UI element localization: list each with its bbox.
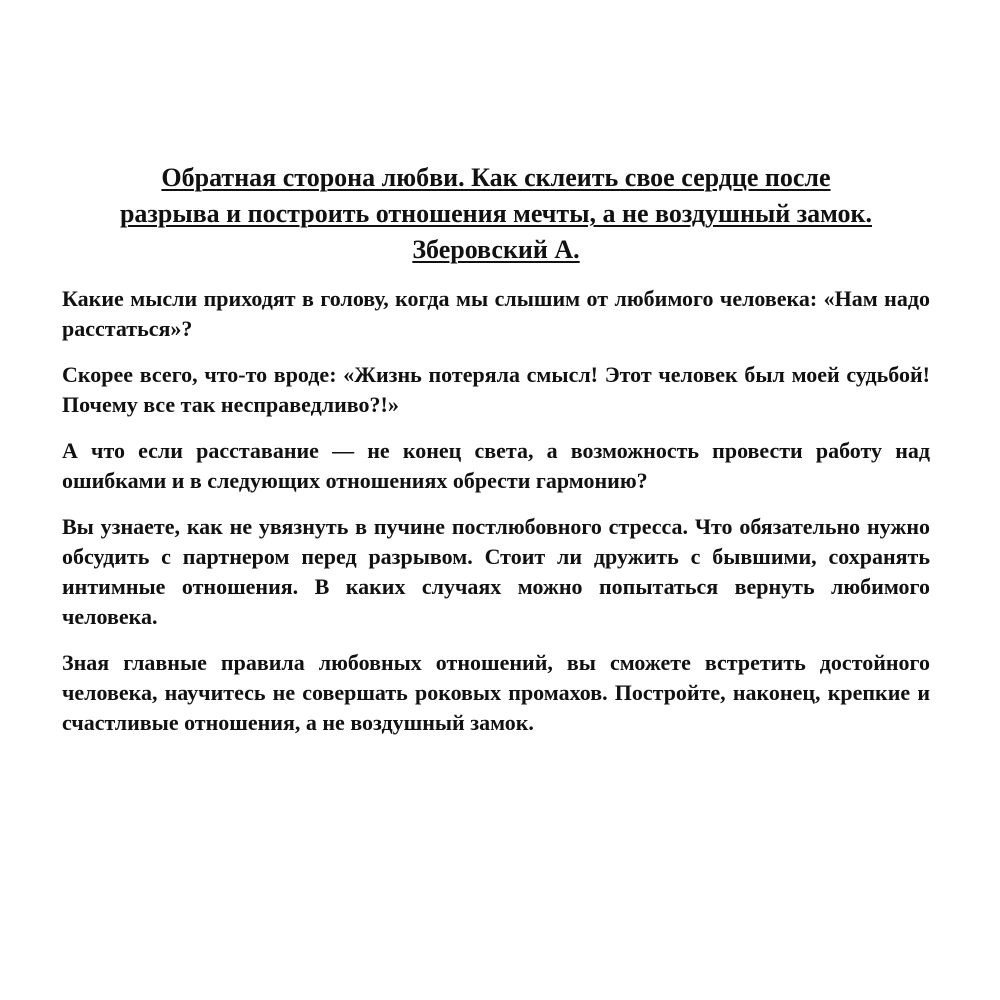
paragraph-4: Вы узнаете, как не увязнуть в пучине постлюбовного стресса. Что обязательно нужно обсудить с партнером перед разрывом. Стоит ли дружить с бывшими, сохранять интимные отношения. В каких случаях можно попытаться вернуть любимого человека. — [62, 514, 930, 629]
paragraph-3: А что если расставание — не конец света, а возможность провести работу над ошибками и в следующих отношениях обрести гармонию? — [62, 438, 930, 493]
title-author: Зберовский А. — [412, 235, 580, 264]
paragraph-5: Зная главные правила любовных отношений, вы сможете встретить достойного человека, научитесь не совершать роковых промахов. Постройте, наконец, крепкие и счастливые отношения, а не воздушный замок. — [62, 650, 930, 735]
title-line-2: разрыва и построить отношения мечты, а не воздушный замок. — [119, 199, 873, 228]
title-line-1: Обратная сторона любви. Как склеить свое сердце после — [161, 163, 831, 192]
paragraph-2: Скорее всего, что-то вроде: «Жизнь потеряла смысл! Этот человек был моей судьбой! Почему все так несправедливо?!» — [62, 362, 930, 417]
document-page — [62, 160, 930, 754]
paragraph-1: Какие мысли приходят в голову, когда мы слышим от любимого человека: «Нам надо расстаться»? — [62, 286, 930, 341]
document-title — [62, 160, 930, 268]
